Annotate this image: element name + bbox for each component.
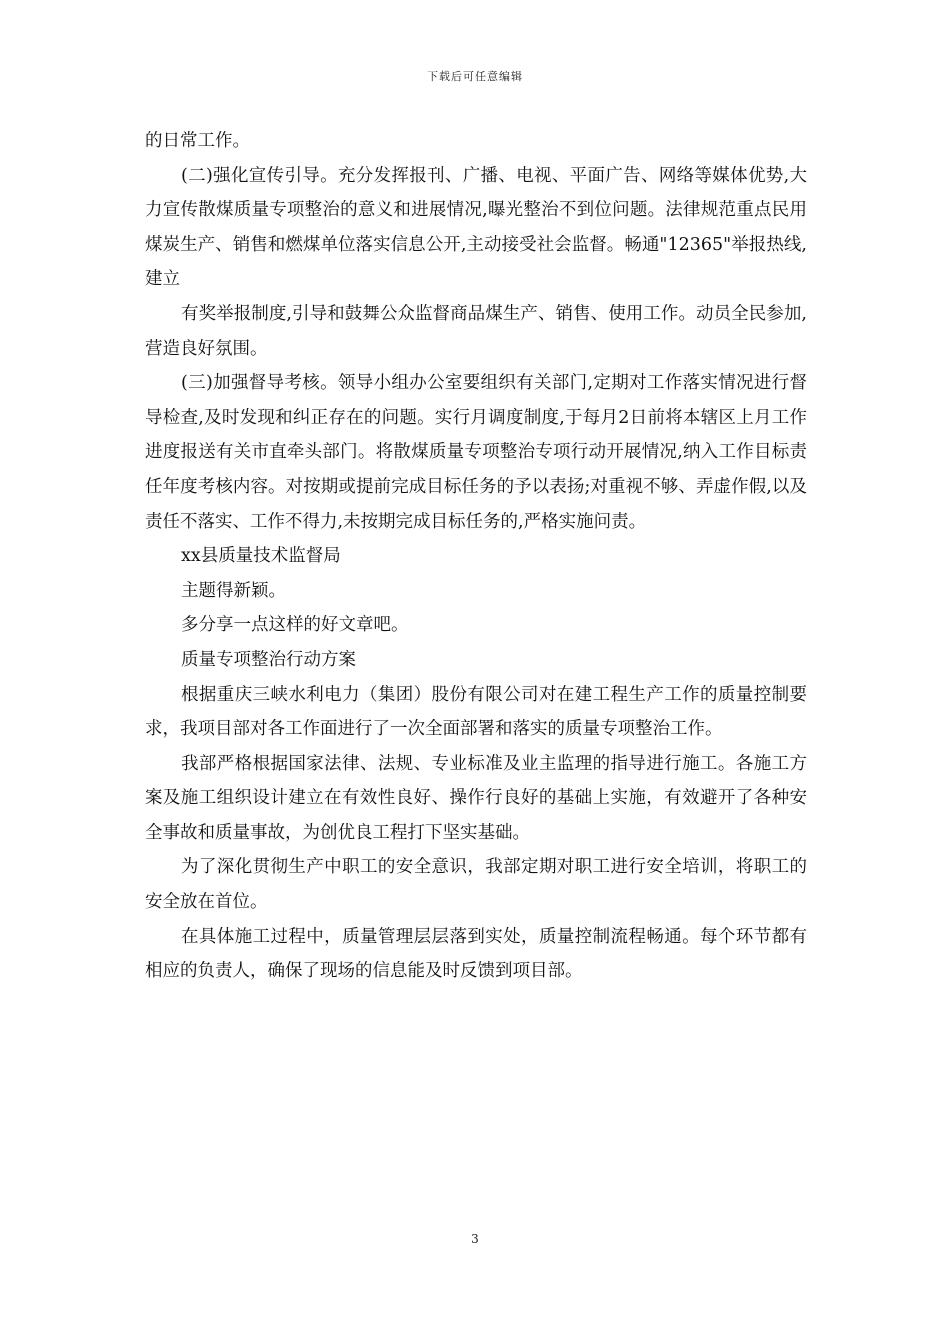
page-number: 3 [471,1232,479,1246]
paragraph-quality-requirement: 根据重庆三峡水利电力（集团）股份有限公司对在建工程生产工作的质量控制要求，我项目部对各工作面进行了一次全面部署和落实的质量专项整治工作。 [145,684,807,740]
paragraph-supervision: (三)加强督导考核。领导小组办公室要组织有关部门,定期对工作落实情况进行督导检查,及时发现和纠正存在的问题。实行月调度制度,于每月2日前将本辖区上月工作进度报送有关市直牵头部门。将散煤质量专项整治专项行动开展情况,纳入工作目标责任年度考核内容。对按期或提前完成目标任务的予以表扬;对重视不够、弄虚作假,以及责任不落实、工作不得力,未按期完成目标任务的,严格实施问责。 [145,373,807,532]
paragraph-continuation: 的日常工作。 [145,131,250,151]
paragraph-quality-management: 在具体施工过程中，质量管理层层落到实处，质量控制流程畅通。每个环节都有相应的负责人，确保了现场的信息能及时反馈到项目部。 [145,926,807,982]
paragraph-construction-standards: 我部严格根据国家法律、法规、专业标准及业主监理的指导进行施工。各施工方案及施工组织设计建立在有效性良好、操作行良好的基础上实施，有效避开了各种安全事故和质量事故，为创优良工程打下坚实基础。 [145,753,807,843]
paragraph-comment-1: 主题得新颖。 [181,580,286,601]
paragraph-reward-reporting: 有奖举报制度,引导和鼓舞公众监督商品煤生产、销售、使用工作。动员全民参加,营造良好氛围。 [145,303,807,359]
paragraph-signature: xx县质量技术监督局 [181,546,341,567]
paragraph-safety-training: 为了深化贯彻生产中职工的安全意识，我部定期对职工进行安全培训，将职工的安全放在首位。 [145,857,807,913]
paragraph-comment-2: 多分享一点这样的好文章吧。 [181,615,409,636]
body-text [145,124,807,989]
section-title: 质量专项整治行动方案 [181,649,356,670]
paragraph-publicity: (二)强化宣传引导。充分发挥报刊、广播、电视、平面广告、网络等媒体优势,大力宣传散煤质量专项整治的意义和进展情况,曝光整治不到位问题。法律规范重点民用煤炭生产、销售和燃煤单位落实信息公开,主动接受社会监督。畅通"12365"举报热线,建立 [145,165,807,290]
header-note: 下载后可任意编辑 [427,70,523,83]
